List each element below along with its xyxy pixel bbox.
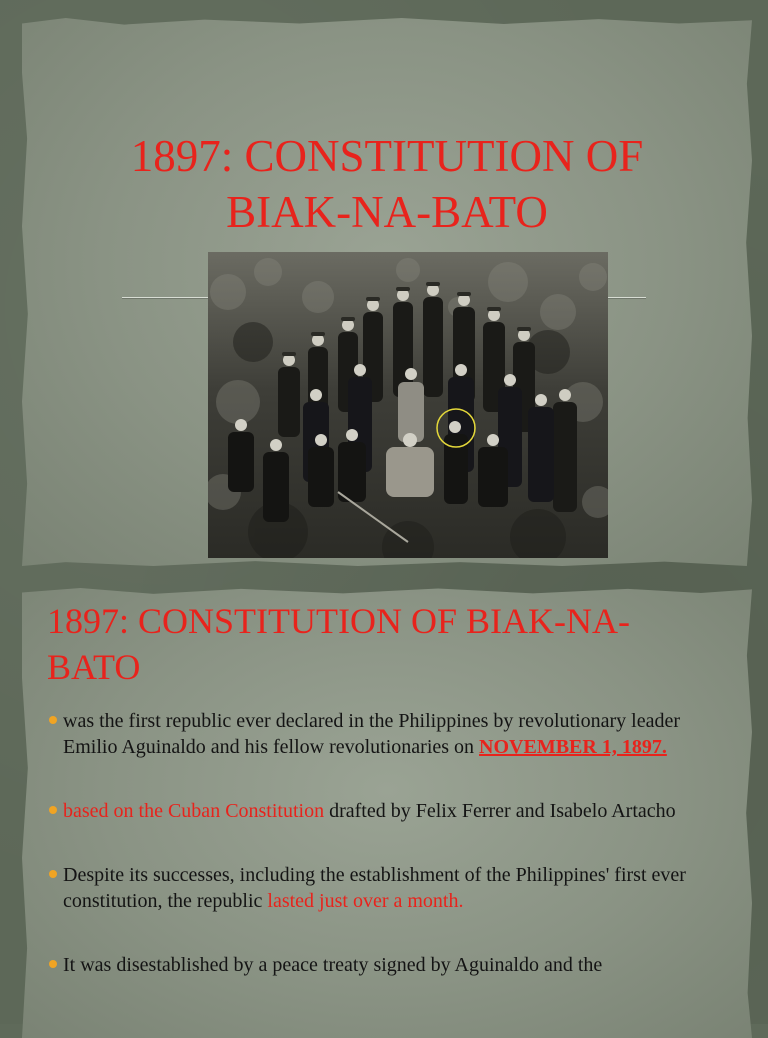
- slide-2-bullet-list: [47, 708, 727, 978]
- slide-1-title-line-1: 1897: CONSTITUTION OF: [130, 131, 644, 181]
- bullet-text: was the first republic ever declared in the Philippines by revolutionary leader Emilio Aguinaldo and his fellow revolutionaries on: [63, 710, 681, 758]
- bullet-item: [47, 952, 727, 978]
- bullet-text: drafted by Felix Ferrer and Isabelo Artacho: [324, 800, 676, 822]
- bullet-highlight: lasted just over a month.: [267, 890, 464, 912]
- group-photo-image: [208, 252, 608, 558]
- bullet-dot-icon: [49, 716, 57, 724]
- bullet-highlight-date: NOVEMBER 1, 1897.: [479, 736, 667, 758]
- bullet-item: [47, 862, 727, 914]
- title-rule-left: [122, 297, 212, 298]
- bullet-text: It was disestablished by a peace treaty signed by Aguinaldo and the: [63, 954, 603, 976]
- slide-1-title-line-2: BIAK-NA-BATO: [226, 187, 548, 237]
- slide-1-title: [22, 128, 752, 240]
- slide-2-title-line-1: 1897: CONSTITUTION OF BIAK-NA-: [47, 601, 630, 641]
- slide-2-title: [47, 598, 737, 690]
- bullet-text: Despite its successes, including the establishment of the Philippines' first ever constitution, the republic: [63, 864, 686, 912]
- bullet-item: [47, 798, 727, 824]
- bullet-dot-icon: [49, 870, 57, 878]
- bullet-item: [47, 708, 727, 760]
- title-rule-right: [604, 297, 646, 298]
- bullet-dot-icon: [49, 806, 57, 814]
- slide-2-title-line-2: BATO: [47, 647, 141, 687]
- bullet-dot-icon: [49, 960, 57, 968]
- bullet-highlight: based on the Cuban Constitution: [63, 800, 325, 822]
- group-photo: [208, 252, 608, 558]
